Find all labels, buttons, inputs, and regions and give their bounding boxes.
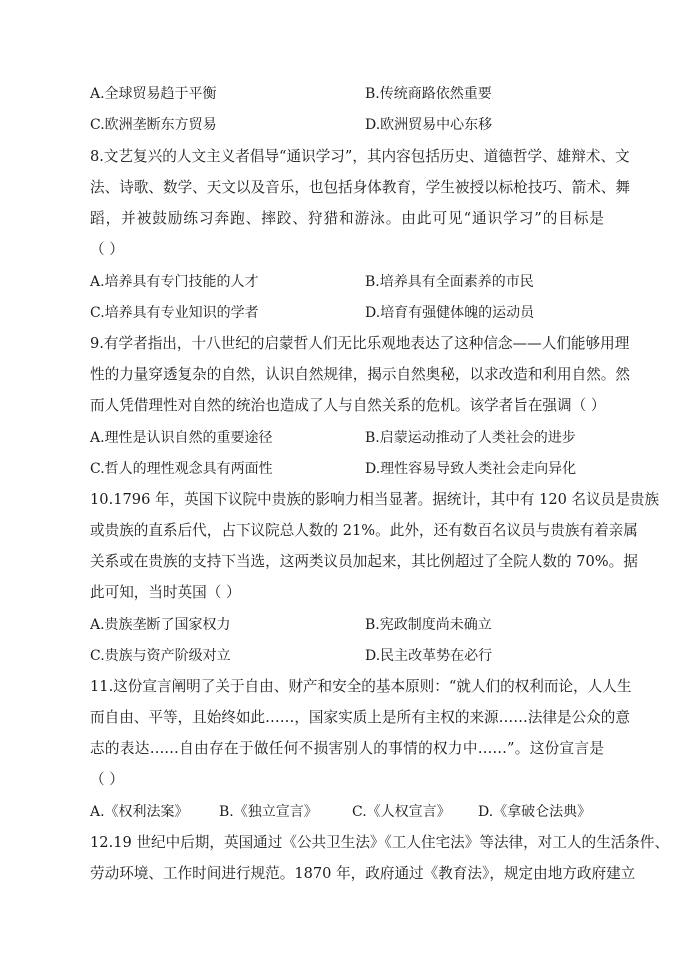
q10-stem-line: 或贵族的直系后代，占下议院总人数的 21%。此外，还有数百名议员与贵族有着亲属 bbox=[90, 522, 638, 539]
q12-stem-line: 劳动环境、工作时间进行规范。1870 年，政府通过《教育法》，规定由地方政府建立 bbox=[90, 865, 636, 882]
q8-option-d: D.培育有强健体魄的运动员 bbox=[365, 305, 535, 321]
q10-option-d: D.民主改革势在必行 bbox=[365, 648, 493, 664]
q10-stem-line: 此可知，当时英国（ ） bbox=[90, 584, 241, 601]
q11-option-d: D.《拿破仑法典》 bbox=[478, 804, 592, 820]
q11-stem-line: 11.这份宣言阐明了关于自由、财产和安全的基本原则：“就人们的权利而论，人人生 bbox=[90, 678, 632, 695]
q8-option-a: A.培养具有专门技能的人才 bbox=[90, 274, 259, 290]
q10-option-b: B.宪政制度尚未确立 bbox=[365, 617, 492, 633]
q9-stem-line: 性的力量穿透复杂的自然，认识自然规律，揭示自然奥秘，以求改造和利用自然。然 bbox=[90, 366, 630, 383]
q10-option-c: C.贵族与资产阶级对立 bbox=[90, 648, 231, 664]
q7-option-d: D.欧洲贸易中心东移 bbox=[365, 117, 493, 133]
q10-stem-line: 10.1796 年，英国下议院中贵族的影响力相当显著。据统计，其中有 120 名议员是贵族 bbox=[90, 491, 660, 508]
q9-option-a: A.理性是认识自然的重要途径 bbox=[90, 430, 273, 446]
q11-option-b: B.《独立宣言》 bbox=[219, 804, 318, 820]
q8-option-c: C.培养具有专业知识的学者 bbox=[90, 305, 259, 321]
q9-option-b: B.启蒙运动推动了人类社会的进步 bbox=[365, 430, 576, 446]
q7-option-c: C.欧洲垄断东方贸易 bbox=[90, 117, 217, 133]
q9-stem-line: 而人凭借理性对自然的统治也造成了人与自然关系的危机。该学者旨在强调（ ） bbox=[90, 397, 606, 414]
q10-stem-line: 关系或在贵族的支持下当选，这两类议员加起来，其比例超过了全院人数的 70%。据 bbox=[90, 553, 638, 570]
q11-stem-line: 志的表达……自由存在于做任何不损害别人的事情的权力中……”。这份宣言是 bbox=[90, 740, 604, 757]
q8-stem-line: 8.文艺复兴的人文主义者倡导“通识学习”，其内容包括历史、道德哲学、雄辩术、文 bbox=[90, 148, 630, 165]
q7-option-a: A.全球贸易趋于平衡 bbox=[90, 86, 217, 102]
q12-stem-line: 12.19 世纪中后期，英国通过《公共卫生法》《工人住宅法》等法律，对工人的生活条件、 bbox=[90, 834, 670, 851]
q11-answer-blank: （ ） bbox=[90, 771, 124, 788]
q7-option-b: B.传统商路依然重要 bbox=[365, 86, 492, 102]
q8-answer-blank: （ ） bbox=[90, 241, 124, 258]
q9-option-c: C.哲人的理性观念具有两面性 bbox=[90, 461, 273, 477]
q9-stem-line: 9.有学者指出，十八世纪的启蒙哲人们无比乐观地表达了这种信念——人们能够用理 bbox=[90, 335, 630, 352]
q8-option-b: B.培养具有全面素养的市民 bbox=[365, 274, 534, 290]
q8-stem-line: 法、诗歌、数学、天文以及音乐，也包括身体教育，学生被授以标枪技巧、箭术、舞 bbox=[90, 179, 630, 196]
q11-option-a: A.《权利法案》 bbox=[90, 804, 189, 820]
q11-option-c: C.《人权宣言》 bbox=[352, 804, 451, 820]
q9-option-d: D.理性容易导致人类社会走向异化 bbox=[365, 461, 577, 477]
q10-option-a: A.贵族垄断了国家权力 bbox=[90, 617, 231, 633]
q11-stem-line: 而自由、平等，且始终如此……，国家实质上是所有主权的来源……法律是公众的意 bbox=[90, 709, 630, 726]
q8-stem-line: 蹈，并被鼓励练习奔跑、摔跤、狩猎和游泳。由此可见“通识学习”的目标是 bbox=[90, 210, 604, 227]
